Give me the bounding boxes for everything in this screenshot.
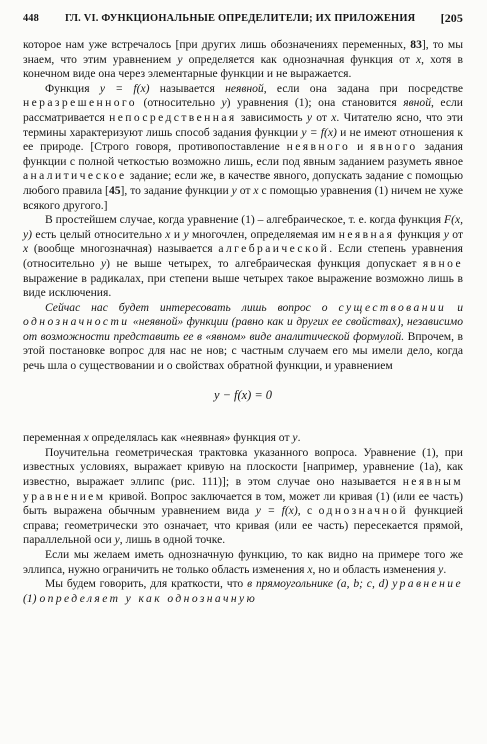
text-run: Поучительна геометрическая трактовка указанного вопроса. Уравнение (1), при известных условиях, выражает кривую на плоскости [например, уравнение (1а), как известно, выражает эллипс (рис. 111)]; в этом случае оно называется xyxy=(23,445,463,489)
text-run: Функция xyxy=(45,81,100,95)
text-run: , если рассматривается xyxy=(23,96,463,124)
text-run: , с xyxy=(297,504,319,518)
text-run: y xyxy=(100,256,107,270)
text-run: . xyxy=(297,431,301,445)
text-run: y xyxy=(221,96,227,110)
text-run: 45 xyxy=(108,183,121,197)
text-run: Сейчас нас будет интересовать лишь вопрос о xyxy=(45,300,339,314)
text-run: задания функции с полной четкостью возможно лишь, если под явным заданием разуметь явное xyxy=(23,140,463,168)
text-run: . Если степень уравнения (относительно xyxy=(23,242,463,270)
page-body xyxy=(23,38,463,606)
text-run: y xyxy=(177,52,183,66)
text-run: x xyxy=(83,431,89,445)
text-run: выражение в радикалах, при степени выше четырех такое выражение возможно лишь в виде исключения. xyxy=(23,271,463,300)
text-run: неявная xyxy=(338,227,395,241)
paragraph-p3 xyxy=(23,213,463,301)
text-run: и xyxy=(446,300,463,314)
paragraph-p1 xyxy=(23,38,463,82)
text-run: переменная xyxy=(23,431,84,445)
displayed-formula xyxy=(23,388,463,403)
text-run: и xyxy=(350,140,371,154)
text-run: и xyxy=(170,227,184,241)
text-run: (1) xyxy=(23,591,37,605)
text-run: однозначной xyxy=(318,504,408,518)
text-run: y xyxy=(438,562,444,576)
paragraph-p8 xyxy=(23,577,463,606)
paragraph-p2 xyxy=(23,82,463,213)
text-run: «неявной» функции (равно как и других ее свойствах), независимо от возможности представить ее в «явном» виде аналитической формулой. xyxy=(23,315,463,343)
text-run: с помощью уравнения (1) ничем не хуже всякого другого.] xyxy=(23,183,464,212)
text-run: ) не выше четырех, то алгебраическая функция допускает xyxy=(106,256,423,270)
text-run: y xyxy=(292,431,298,445)
text-run: определяется как однозначная функция от xyxy=(182,52,416,66)
paragraph-p7 xyxy=(23,548,463,577)
text-run: неявным уравнением xyxy=(23,475,463,503)
text-run: зависимость xyxy=(236,110,307,124)
text-run: (вообще многозначная) называется xyxy=(28,242,219,256)
text-run: в прямоугольнике xyxy=(247,577,334,591)
text-run: . xyxy=(443,562,447,576)
text-run: уравнение xyxy=(392,577,463,591)
text-run: F(x, y) xyxy=(23,213,463,241)
text-run: y xyxy=(231,183,237,197)
text-run: y xyxy=(443,227,449,241)
text-run: ) уравнения (1); она становится xyxy=(226,96,404,110)
text-run: кривой. Вопрос заключается в том, может ли кривая (1) (или ее часть) быть выражена обычным уравнением вида xyxy=(23,489,463,518)
text-run: y = f(x) xyxy=(99,81,150,95)
text-run: определялась как «неявная» функция от xyxy=(88,431,293,445)
text-run: x xyxy=(415,52,422,66)
paragraph-p5 xyxy=(23,431,463,446)
text-run: x xyxy=(165,227,171,241)
text-run: явной xyxy=(403,96,431,110)
text-run: однозначности xyxy=(23,315,130,329)
text-run: задание; если же, в качестве явного, допускать задание с помощью любого правила [ xyxy=(23,169,463,197)
paragraphs-after-formula xyxy=(23,431,463,606)
text-run: , лишь в одной точке. xyxy=(119,533,226,547)
text-run: от xyxy=(312,110,332,124)
text-run: от xyxy=(448,227,464,241)
text-run: от xyxy=(236,183,254,197)
paragraph-p6 xyxy=(23,446,463,548)
text-run: , хотя в конечном виде она через элементарные функции и не выражается. xyxy=(23,52,463,81)
text-run: В простейшем случае, когда уравнение (1) – алгебраическое, т. е. когда функция xyxy=(45,213,444,227)
text-run: y xyxy=(306,110,313,124)
text-run: неявной xyxy=(225,81,264,95)
text-run: y = f(x) xyxy=(255,504,298,518)
text-run: (относительно xyxy=(136,96,222,110)
text-run: Мы будем говорить, для краткости, что xyxy=(45,577,248,591)
text-run: неразрешенного xyxy=(23,96,137,110)
section-number: [205 xyxy=(440,11,463,25)
text-run: аналитическое xyxy=(23,169,127,183)
text-run: явного xyxy=(370,140,418,154)
text-run: многочлен, определяемая им xyxy=(188,227,339,241)
text-run: 83 xyxy=(410,38,422,51)
text-run: y xyxy=(114,533,120,547)
running-header xyxy=(23,10,463,30)
text-run: функцией справа; геометрически это означает, что кривая (или ее часть) пересекается прямой, параллельной оси xyxy=(23,504,464,547)
text-run: функция xyxy=(394,227,444,241)
text-run: y xyxy=(183,227,189,241)
text-run: непосредственная xyxy=(109,110,237,124)
chapter-title: ГЛ. VI. ФУНКЦИОНАЛЬНЫЕ ОПРЕДЕЛИТЕЛИ; ИХ ПРИЛОЖЕНИЯ xyxy=(65,13,416,24)
page-number: 448 xyxy=(23,13,39,24)
text-run: , но и область изменения xyxy=(312,562,439,576)
text-run: y = f(x) xyxy=(301,125,337,139)
text-run: ], то задание функции xyxy=(120,183,232,197)
text-run: которое нам уже встречалось [при других лишь обозначениях переменных, xyxy=(23,38,411,51)
text-run: . Читателю ясно, что эти термины характеризуют лишь способ задания функции xyxy=(23,110,463,139)
text-run: ], то мы знаем, что этим уравнением xyxy=(23,38,463,66)
text-run: называется xyxy=(149,81,226,95)
text-run: и не имеют отношения к ее природе. [Строго говоря, противопоставление xyxy=(23,125,464,154)
text-run: x xyxy=(331,110,337,124)
text-run: явное xyxy=(422,256,463,270)
text-run: Если мы желаем иметь однозначную функцию, то как видно на примере того же эллипса, нужно ограничить не только область изменения xyxy=(23,548,463,576)
text-run: x xyxy=(307,562,313,576)
text-run: существовании xyxy=(338,300,447,314)
text-run: алгебраической xyxy=(218,242,330,256)
text-run: x xyxy=(23,242,29,256)
paragraphs-before-formula xyxy=(23,38,463,374)
text-run: x xyxy=(253,183,259,197)
formula-text: y − f(x) = 0 xyxy=(213,387,272,402)
text-run: Впрочем, в этой постановке вопрос для нас не нов; с частным случаем его мы имели дело, когда речь шла о существовании и о свойствах обратной функции, и уравнением xyxy=(23,329,463,373)
text-run: , если она задана при посредстве xyxy=(263,81,463,95)
text-run: определяет у как однозначную xyxy=(39,591,258,605)
text-run: (a, b; c, d) xyxy=(336,577,389,591)
paragraph-p4 xyxy=(23,301,463,374)
text-run: есть целый относительно xyxy=(32,227,166,241)
text-run: неявного xyxy=(286,140,351,154)
